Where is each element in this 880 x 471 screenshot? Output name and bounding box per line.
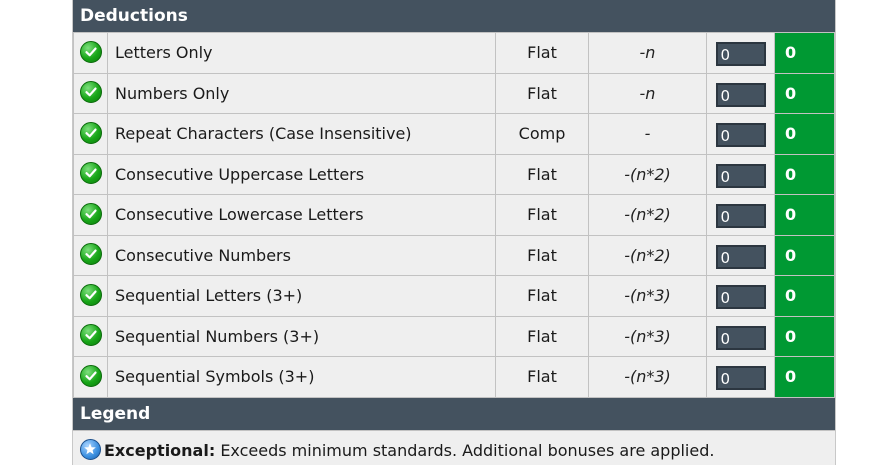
status-cell [74, 276, 108, 317]
exceptional-star-icon [80, 439, 101, 460]
criteria-type: Flat [496, 357, 589, 398]
criteria-name: Consecutive Lowercase Letters [108, 195, 496, 236]
criteria-rate: -(n*2) [589, 195, 707, 236]
criteria-name: Sequential Symbols (3+) [108, 357, 496, 398]
bonus-value: 0 [775, 73, 835, 114]
criteria-rate: - [589, 114, 707, 155]
bonus-value: 0 [775, 357, 835, 398]
criteria-type: Flat [496, 316, 589, 357]
table-row [74, 114, 835, 155]
table-row [74, 357, 835, 398]
criteria-name: Repeat Characters (Case Insensitive) [108, 114, 496, 155]
status-cell [74, 73, 108, 114]
count-input[interactable] [716, 123, 766, 147]
table-row [74, 276, 835, 317]
bonus-value: 0 [775, 316, 835, 357]
status-cell [74, 235, 108, 276]
bonus-value: 0 [775, 235, 835, 276]
criteria-type: Flat [496, 276, 589, 317]
status-cell [74, 33, 108, 74]
criteria-rate: -(n*2) [589, 235, 707, 276]
criteria-type: Flat [496, 235, 589, 276]
criteria-type: Flat [496, 195, 589, 236]
criteria-rate: -(n*3) [589, 316, 707, 357]
check-icon [80, 41, 102, 63]
table-row [74, 33, 835, 74]
check-icon [80, 284, 102, 306]
table-row [74, 73, 835, 114]
count-input[interactable] [716, 326, 766, 350]
criteria-name: Sequential Letters (3+) [108, 276, 496, 317]
count-input[interactable] [716, 164, 766, 188]
count-cell [707, 154, 775, 195]
check-icon [80, 81, 102, 103]
bonus-value: 0 [775, 195, 835, 236]
deductions-table [73, 32, 835, 398]
password-strength-panel [72, 0, 836, 465]
bonus-value: 0 [775, 114, 835, 155]
criteria-rate: -(n*3) [589, 276, 707, 317]
count-cell [707, 316, 775, 357]
legend-description: Exceeds minimum standards. Additional bonuses are applied. [215, 440, 715, 460]
count-input[interactable] [716, 366, 766, 390]
count-input[interactable] [716, 285, 766, 309]
count-cell [707, 195, 775, 236]
status-cell [74, 316, 108, 357]
bonus-value: 0 [775, 154, 835, 195]
legend-header: Legend [73, 398, 835, 430]
legend-term: Exceptional: [104, 440, 216, 460]
table-row [74, 316, 835, 357]
criteria-name: Sequential Numbers (3+) [108, 316, 496, 357]
bonus-value: 0 [775, 33, 835, 74]
status-cell [74, 195, 108, 236]
check-icon [80, 243, 102, 265]
table-row [74, 195, 835, 236]
criteria-rate: -(n*3) [589, 357, 707, 398]
bonus-value: 0 [775, 276, 835, 317]
check-icon [80, 162, 102, 184]
status-cell [74, 357, 108, 398]
criteria-name: Consecutive Uppercase Letters [108, 154, 496, 195]
count-cell [707, 73, 775, 114]
criteria-type: Comp [496, 114, 589, 155]
criteria-name: Numbers Only [108, 73, 496, 114]
criteria-name: Consecutive Numbers [108, 235, 496, 276]
deductions-header: Deductions [73, 0, 835, 32]
status-cell [74, 154, 108, 195]
count-input[interactable] [716, 83, 766, 107]
table-row [74, 235, 835, 276]
criteria-type: Flat [496, 73, 589, 114]
check-icon [80, 365, 102, 387]
legend-item-exceptional [73, 430, 835, 465]
check-icon [80, 122, 102, 144]
count-input[interactable] [716, 42, 766, 66]
count-input[interactable] [716, 245, 766, 269]
count-input[interactable] [716, 204, 766, 228]
criteria-type: Flat [496, 33, 589, 74]
count-cell [707, 33, 775, 74]
count-cell [707, 114, 775, 155]
criteria-name: Letters Only [108, 33, 496, 74]
count-cell [707, 276, 775, 317]
status-cell [74, 114, 108, 155]
count-cell [707, 357, 775, 398]
table-row [74, 154, 835, 195]
criteria-rate: -n [589, 33, 707, 74]
criteria-rate: -(n*2) [589, 154, 707, 195]
criteria-rate: -n [589, 73, 707, 114]
criteria-type: Flat [496, 154, 589, 195]
count-cell [707, 235, 775, 276]
check-icon [80, 324, 102, 346]
check-icon [80, 203, 102, 225]
